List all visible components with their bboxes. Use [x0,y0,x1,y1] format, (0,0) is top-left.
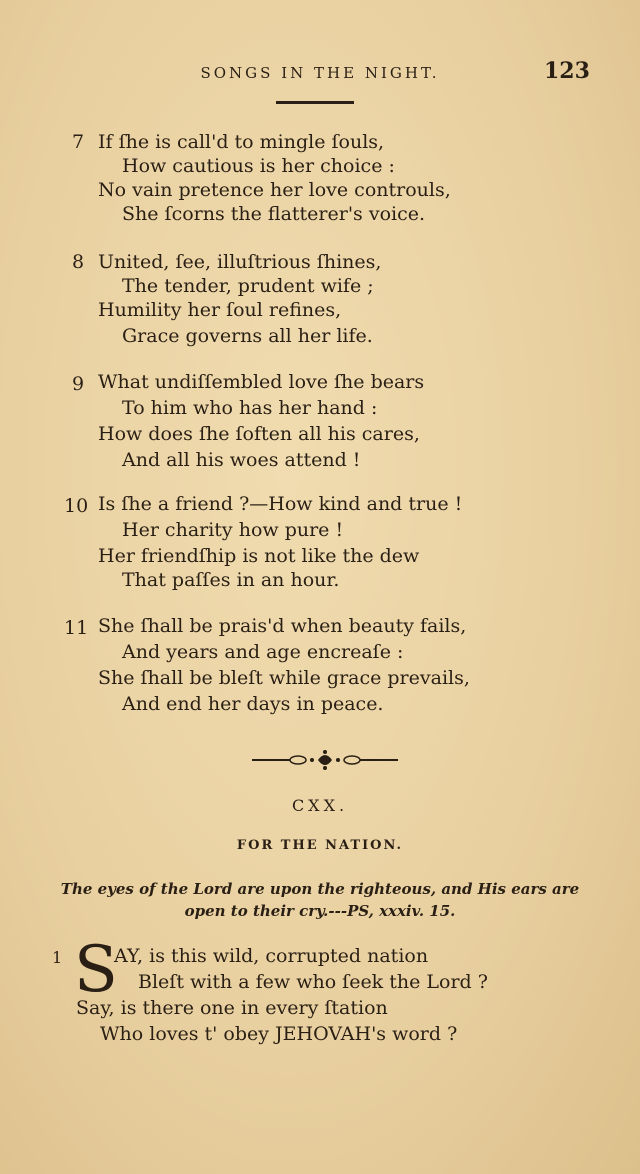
verse-line: United, ſee, illuſtrious ſhines, [98,251,382,273]
verse-line: And all his woes attend ! [122,449,361,471]
verse-line: That paſſes in an hour. [122,569,340,591]
verse-line: How does ſhe ſoften all his cares, [98,423,420,445]
ornament-divider-icon [250,748,400,772]
stanza-number: 8 [72,251,85,273]
page-number: 123 [544,58,590,84]
running-head: SONGS IN THE NIGHT. [200,64,440,82]
verse-line: She ſhall be prais'd when beauty fails, [98,615,467,637]
stanza-number: 10 [64,495,89,517]
verse-line: Is ſhe a friend ?—How kind and true ! [98,493,463,515]
drop-cap: S [74,933,118,1007]
section-number: CXX. [291,796,349,815]
verse-line: Her charity how pure ! [122,519,344,541]
section-title: FOR THE NATION. [236,838,404,853]
epigraph-line: open to their cry.---PS, xxxiv. 15. [184,902,456,920]
verse-line: And years and age encreaſe : [122,641,404,663]
verse-line: Say, is there one in every ſtation [76,997,388,1019]
verse-line: Bleſt with a few who ſeek the Lord ? [138,971,488,993]
verse-line: How cautious is her choice : [122,155,395,177]
stanza-number: 7 [72,131,85,153]
stanza-number: 11 [64,617,89,639]
hymn-number: 1 [52,948,63,967]
verse-line: Humility her ſoul refines, [98,299,342,321]
verse-line: AY, is this wild, corrupted nation [114,945,429,967]
verse-line: What undiſſembled love ſhe bears [98,371,425,393]
verse-line: To him who has her hand : [122,397,378,419]
verse-line: She ſhall be bleſt while grace prevails, [98,667,470,689]
verse-line: If ſhe is call'd to mingle ſouls, [98,131,385,153]
verse-line: Her friendſhip is not like the dew [98,545,420,567]
epigraph-line: The eyes of the Lord are upon the righteous, and His ears are [60,880,580,898]
verse-line: She ſcorns the flatterer's voice. [122,203,426,225]
verse-line: Who loves t' obey JEHOVAH's word ? [100,1023,458,1045]
header-rule [276,101,354,104]
verse-line: And end her days in peace. [122,693,384,715]
verse-line: Grace governs all her life. [122,325,373,347]
verse-line: The tender, prudent wife ; [122,275,374,297]
stanza-number: 9 [72,373,85,395]
verse-line: No vain pretence her love controuls, [98,179,451,201]
